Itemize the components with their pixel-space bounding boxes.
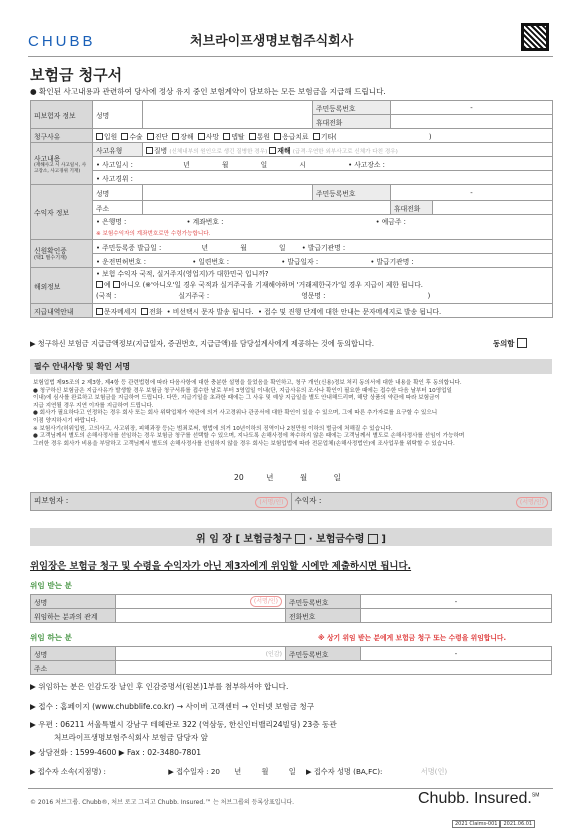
disease-checkbox[interactable]: 질병: [146, 147, 167, 155]
foreign-info: [93, 268, 553, 304]
idcheck-label: 신원확인증 (택1 필수기재): [31, 240, 93, 268]
proxy-warn: ※ 상기 위임 받는 분에게 보험금 청구 또는 수령을 위임합니다.: [318, 634, 507, 642]
beneficiary-label: 수익자 정보: [31, 185, 93, 240]
foreign-no-checkbox[interactable]: 아니오 (※'아니오'일 경우 국적과 실거주국을 기재해야하며 '거래제한국가'일 경우 지급이 제한 됩니다.: [113, 281, 423, 289]
insured-name-field[interactable]: [143, 101, 313, 129]
injury-checkbox[interactable]: 재해: [269, 147, 290, 155]
notice-call-checkbox[interactable]: 전화: [141, 308, 162, 316]
bene-phone-field[interactable]: [433, 201, 553, 215]
reason-checkbox[interactable]: 통원: [249, 133, 270, 141]
recv-phone-field[interactable]: [361, 609, 552, 623]
injury-hint: (급격·우연한 외부사고로 신체가 다친 경우): [292, 148, 398, 155]
bene-rrn-label: 주민등록번호: [313, 185, 391, 201]
proxy-claim-checkbox[interactable]: [295, 534, 305, 544]
claim-table: [30, 100, 552, 318]
accident-type-label: 사고유형: [93, 143, 143, 157]
reason-checkbox[interactable]: 사망: [198, 133, 219, 141]
recv-rel-field[interactable]: [116, 609, 286, 623]
proxy-giver-table: [30, 646, 552, 675]
giver-name-field[interactable]: (인감): [116, 647, 286, 661]
accident-sub: (재해사고 시 사고일시, 사고장소, 사고경위 기재): [34, 163, 87, 174]
guide-notes: 보험업법 제95조의 2 제3항, 제4항 등 관련법령에 따라 다음사항에 대한 충분한 설명을 들었음을 확인하고, 청구 개인(신용)정보 처리 동의서에 대한 내용을 확인 후 동의합니다. ● 청구하신 보험금은 지급사유가 발생할 경우 보험금 청구서류를 접수한 날로 부터 3영업일 이내(단, 지급사유의 조사나 확인이 필요한 때에는 접수한 다음 날부터 10영업일 이내)에 심사를 완료하고 보험금을 지급하여 드립니다. 다만, 지급기일을 초과한 때에는 그 사유 및 예상 지급일을 별도 안내해드리며, 해당 상품의 약관에 따라 보험금이 지급 지연될 경우 지연 이자를 지급하여 드립니다. ● 회사가 필요하다고 인정하는 경우 회사 또는 회사 위탁업체가 약관에 의거 사고경위나 관공서에 대한 확인이 있을 수 있으며, 그에 따른 추가자료를 요구할 수 있으니 이점 양지하시기 바랍니다. ※ 보험사기(허위입원, 고의사고, 사고위장, 피해과장 등)는 범죄로써, 형법에 의거 10년이하의 징역이나 2천만원 이하의 벌금에 처해질 수 있습니다. ● 고객님께서 별도의 손해사정사를 선임하는 경우 보험금 청구를 선택할 수 있으며, 지나도록 손해사정에 착수하지 않은 때에는 고객님께서 별도로 손해사정사를 선임이 가능하며 그러한 경우 회사가 비용을 부담하고 고객님께서 별도의 손해사정사를 선임하지 않을 경우 회사는 보험업법에 따라 전문업체(손해사정법인)에 조사업무를 위탁할 수 있습니다.: [33, 380, 465, 447]
bottom-line-3a: ▶ 우편 : 06211 서울특별시 강남구 테헤란로 322 (역삼동, 한신인터밸리24빌딩) 23층 동관: [30, 720, 337, 729]
bene-addr-label: 주소: [93, 201, 143, 215]
reason-checkbox[interactable]: 입원: [96, 133, 117, 141]
idcheck-row1[interactable]: • 주민등록증 발급일 : 년 월 일 • 발급기관명 :: [93, 240, 553, 254]
proxy-recv-table: [30, 594, 552, 623]
proxy-receive-checkbox[interactable]: [368, 534, 378, 544]
foreign-yes-checkbox[interactable]: 예: [96, 281, 111, 289]
insured-phone-field[interactable]: [391, 115, 553, 129]
reason-checkbox[interactable]: 응급치료: [274, 133, 308, 141]
bottom-line-4: ▶ 상담전화 : 1599-4600 ▶ Fax : 02-3480-7801: [30, 748, 202, 757]
foreign-question: • 보험 수익자 국적, 실거주지(영업지)가 대한민국 입니까?: [96, 270, 269, 278]
notice-label: 지급내역안내: [31, 304, 93, 318]
proxy-giver-label: 위임 하는 분: [30, 633, 72, 642]
sign-date[interactable]: 20 년 월 일: [234, 473, 341, 482]
accident-date-row[interactable]: • 사고일시 : 년 월 일 시 • 사고장소 :: [93, 157, 553, 171]
proxy-recv-label: 위임 받는 분: [30, 581, 72, 590]
header-divider: [28, 56, 553, 57]
bene-rrn-field[interactable]: -: [391, 185, 553, 201]
copyright: © 2016 처브그룹. Chubb®, 처브 로고 그리고 Chubb. Insured.™ 는 처브그룹의 등록상표입니다.: [30, 799, 295, 806]
accident-label: [31, 143, 93, 185]
reason-close: ): [428, 132, 432, 141]
recv-phone-label: 전화번호: [286, 609, 361, 623]
foreign-label: 해외정보: [31, 268, 93, 304]
reason-checkbox[interactable]: 기타(: [313, 133, 337, 141]
insured-sign-field[interactable]: 피보험자 : (서명/인): [31, 493, 292, 511]
recv-name-label: 성명: [31, 595, 116, 609]
bene-name-field[interactable]: [143, 185, 313, 201]
bene-account-row[interactable]: • 은행명 : • 계좌번호 : • 예금주 :: [93, 215, 553, 228]
insured-phone-label: 휴대전화: [313, 115, 391, 129]
insured-rrn-label: 주민등록번호: [313, 101, 391, 115]
chubb-insured-logo: Chubb. Insured.℠: [418, 790, 540, 807]
bene-phone-label: 휴대전화: [391, 201, 433, 215]
insured-name-label: 성명: [93, 101, 143, 129]
giver-rrn-field[interactable]: -: [361, 647, 552, 661]
footer-divider: [28, 788, 553, 789]
consent-line: ▶ 청구하신 보험금 지급금액정보(지급일자, 증권번호, 지급금액)를 담당설계사에게 제공하는 것에 동의합니다.: [30, 339, 375, 348]
company-name: 처브라이프생명보험주식회사: [190, 34, 354, 49]
rrn-dash: -: [470, 103, 473, 112]
reason-checkbox[interactable]: 수술: [121, 133, 142, 141]
qr-code-icon: [521, 23, 549, 51]
form-code: 2021 Claims-001 2021.06.01: [452, 810, 535, 829]
proxy-title: 위 임 장 [ 보험금청구 · 보험금수령 ]: [30, 528, 552, 546]
bene-sign-field[interactable]: 수익자 : (서명/인): [291, 493, 552, 511]
guide-title: 필수 안내사항 및 확인 서명: [30, 359, 552, 374]
giver-name-label: 성명: [31, 647, 116, 661]
reason-label: 청구사유: [31, 129, 93, 143]
reason-checkbox[interactable]: 뎁탈: [223, 133, 244, 141]
recv-name-field[interactable]: (서명/인): [116, 595, 286, 609]
agree-checkbox[interactable]: 동의함: [493, 338, 527, 349]
notice-options: 문자메세지 전화 • 비선택시 문자 발송 됩니다. • 접수 및 진행 단계에 대한 안내는 문자메세지로 발송 됩니다.: [93, 304, 553, 318]
proxy-headline: 위임장은 보험금 청구 및 수령을 수익자가 아닌 제3자에게 위임할 시에만 제출하시면 됩니다.: [30, 561, 412, 572]
notice-sms-checkbox[interactable]: 문자메세지: [96, 308, 137, 316]
sign-table: [30, 492, 552, 511]
insured-rrn-field[interactable]: [391, 101, 553, 115]
reason-checkbox[interactable]: 장해: [172, 133, 193, 141]
idcheck-row2[interactable]: • 운전면허번호 : • 일련번호 : • 발급일자 : • 발급기관명 :: [93, 254, 553, 268]
form-title: 보험금 청구서: [30, 66, 123, 84]
giver-addr-field[interactable]: [116, 661, 552, 675]
reason-checkbox[interactable]: 진단: [147, 133, 168, 141]
recv-rrn-label: 주민등록번호: [286, 595, 361, 609]
recv-rrn-field[interactable]: -: [361, 595, 552, 609]
giver-addr-label: 주소: [31, 661, 116, 675]
bottom-line-1: ▶ 위임하는 분은 인감도장 날인 후 인감증명서(원본)1부를 첨부하셔야 합니다.: [30, 682, 289, 691]
bene-note: ※ 보험수익자의 계좌번호로만 수령가능합니다.: [93, 228, 553, 240]
chubb-logo: CHUBB: [28, 33, 96, 50]
bottom-line-3b: 처브라이프생명보험주식회사 보험금 담당자 앞: [54, 733, 208, 742]
accident-how-row[interactable]: • 사고경위 :: [93, 171, 553, 185]
bene-addr-field[interactable]: [143, 201, 391, 215]
insured-label: 피보험자 정보: [31, 101, 93, 129]
giver-rrn-label: 주민등록번호: [286, 647, 361, 661]
intro-text: ● 확인된 사고내용과 관련하여 당사에 정상 유지 중인 보험계약이 담보하는 모든 보험금을 지급해 드립니다.: [30, 87, 386, 96]
accident-type-options: [143, 143, 553, 157]
bene-name-label: 성명: [93, 185, 143, 201]
bottom-line-2: ▶ 접수 : 홈페이지 (www.chubblife.co.kr) → 사이버 고객센터 → 인터넷 보험금 청구: [30, 702, 315, 711]
bottom-line-5[interactable]: ▶ 접수자 소속(지점명) : ▶ 접수일자 : 20 년 월 일 ▶ 접수자 성명 (BA,FC): 서명(인): [30, 767, 448, 776]
disease-hint: (신체내부의 원인으로 생긴 질병한 경우): [169, 148, 268, 155]
reason-options: [93, 129, 553, 143]
foreign-country-row[interactable]: (국적 : 실거주국 : 영문명 : ): [96, 292, 431, 300]
recv-rel-label: 위임하는 분과의 관계: [31, 609, 116, 623]
accident-label-text: 사고내용: [34, 155, 61, 163]
